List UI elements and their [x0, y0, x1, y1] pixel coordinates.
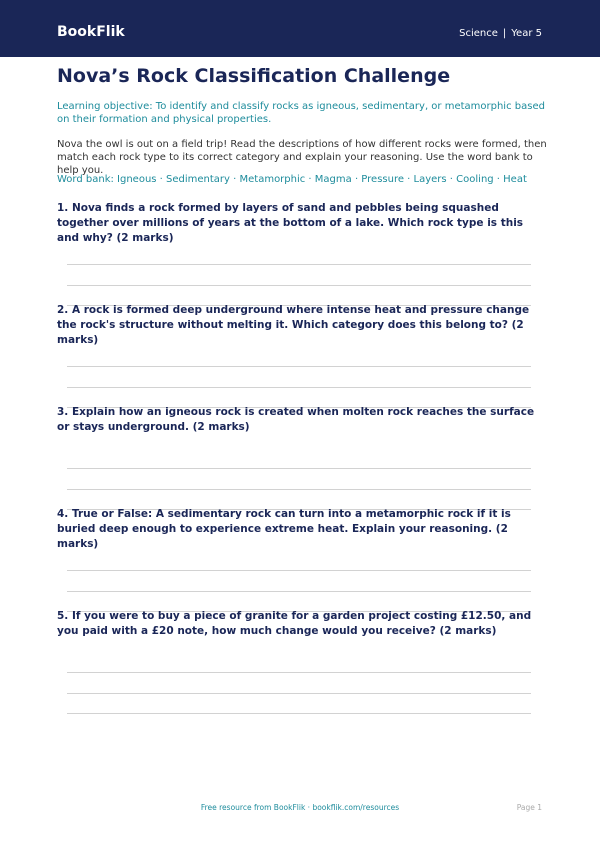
answer-line[interactable] [67, 264, 531, 265]
word-bank: Word bank: Igneous · Sedimentary · Metamorphic · Magma · Pressure · Layers · Cooling · Heat [57, 174, 527, 185]
answer-line[interactable] [67, 387, 531, 388]
answer-line[interactable] [67, 285, 531, 286]
answer-line[interactable] [67, 713, 531, 714]
worksheet-title: Nova’s Rock Classification Challenge [57, 65, 451, 87]
question-1: 1. Nova finds a rock formed by layers of sand and pebbles being squashed together over millions of years at the bottom of a lake. Which rock type is this and why? (2 marks) [57, 202, 524, 244]
year-label: Year 5 [511, 28, 542, 39]
brand-logo[interactable]: BookFlik [57, 24, 125, 40]
answer-line[interactable] [67, 489, 531, 490]
question-3: 3. Explain how an igneous rock is created when molten rock reaches the surface or stays underground. (2 marks) [57, 406, 535, 433]
learning-objective: Learning objective: To identify and classify rocks as igneous, sedimentary, or metamorphic based on their formation and physical properties. [57, 101, 545, 125]
answer-line[interactable] [67, 468, 531, 469]
answer-line[interactable] [67, 591, 531, 592]
question-5: 5. If you were to buy a piece of granite for a garden project costing £12.50, and you paid with a £20 note, how much change would you receive? (2 marks) [57, 610, 532, 637]
question-2: 2. A rock is formed deep underground where intense heat and pressure change the rock's structure without melting it. Which category does this belong to? (2 marks) [57, 304, 530, 346]
intro-text: Nova the owl is out on a field trip! Read the descriptions of how different rocks were formed, then match each rock type to its correct category and explain your reasoning. Use the word bank to help you. [57, 139, 547, 176]
page-header [0, 0, 600, 57]
answer-line[interactable] [67, 672, 531, 673]
question-4: 4. True or False: A sedimentary rock can turn into a metamorphic rock if it is buried deep enough to experience extreme heat. Explain your reasoning. (2 marks) [57, 508, 511, 550]
answer-line[interactable] [67, 570, 531, 571]
page-number: Page 1 [516, 803, 542, 812]
subject-label: Science [459, 28, 498, 39]
footer-credit[interactable]: Free resource from BookFlik · bookflik.com/resources [200, 803, 400, 812]
header-meta [459, 27, 542, 40]
answer-line[interactable] [67, 693, 531, 694]
meta-separator: | [502, 28, 507, 39]
answer-line[interactable] [67, 366, 531, 367]
